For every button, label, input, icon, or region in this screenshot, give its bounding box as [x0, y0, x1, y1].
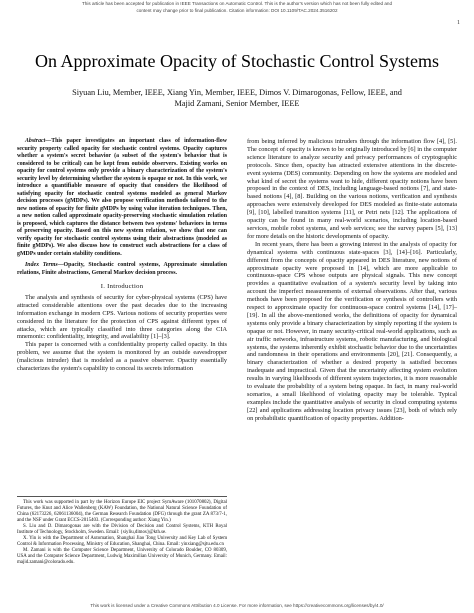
- section-heading-introduction: I. Introduction: [100, 283, 144, 290]
- page-number: 1: [457, 20, 460, 26]
- author-line-1: Siyuan Liu, Member, IEEE, Xiang Yin, Member, IEEE, Dimos V. Dimarogonas, Fellow, IEEE, and: [72, 88, 402, 97]
- footnote-affiliation-yin: X. Yin is with the Department of Automation, Shanghai Jiao Tong University and Key Lab of System Control & Information Processing, Ministry of Education, Shanghai, China. Email: yinxiang@sjtu.edu.cn: [17, 536, 227, 548]
- footnote-funding: This work was supported in part by the Horizon Europe EIC project SymAware (101070802), Digital Futures, the Knut and Alice Wallenberg (KAW) Foundation, the National Natural Science Foundation of China (62173226, 62061136004), the German Research Foundation (DFG) through the grant ZA 873/7-1, and the NSF under Grant ECCS-2015403. (Corresponding author: Xiang Yin.): [17, 500, 227, 524]
- footnotes: [17, 496, 227, 567]
- index-terms: [17, 262, 227, 277]
- publication-banner-line-2: content may change prior to final publication. Citation information: DOI 10.1109/TAC.2024.3516202: [136, 8, 338, 13]
- abstract-text: —This paper investigates an important class of information-flow security property called opacity for stochastic control systems. Opacity captures whether a system's secret behavior (a subset of the system's behavior that is considered to be critical) can be kept from outside observers. Existing works on opacity for control systems only provide a binary characterization of the system's security level by determining whether the system is opaque or not. In this work, we introduce a quantifiable measure of opacity that considers the likelihood of satisfying opacity for stochastic control systems modeled as general Markov decision processes (gMDPs). We also propose verification methods tailored to the new notions of opacity for finite gMDPs by using value iteration techniques. Then, a new notion called approximate opacity-preserving stochastic simulation relation is proposed, which captures the distance between two systems' behaviors in terms of preserving opacity. Based on this new system relation, we show that one can verify opacity for stochastic control systems using their abstractions (modeled as finite gMDPs). We also discuss how to construct such abstractions for a class of gMDPs under certain stability conditions.: [17, 138, 227, 257]
- publication-banner-line-1: This article has been accepted for publication in IEEE Transactions on Automatic Control. This is the author's version which has not been fully edited and: [81, 1, 393, 6]
- intro-paragraph-3: from being inferred by malicious intruders through the information flow [4], [5]. The concept of opacity is known to be originally introduced by [6] in the computer science literature to analyze security and privacy performances of cryptographic protocols. Since then, opacity has attracted extensive attentions in the discrete-event systems (DES) community. Depending on how the systems are modeled and what kind of secret the systems want to hide, different opacity notions have been proposed in the context of DES, including language-based notions [7], and state-based notions [4], [8]. Building on the various notions, verification and synthesis approaches were extensively developed for DES modeled as finite-state automata [9], [10], labelled transition systems [11], or Petri nets [12]. The applications of opacity can be found in many real-world scenarios, including location-based services, mobile robot systems, and web services; see the survey papers [5], [13] for more details on the historic developments of opacity.: [247, 138, 457, 240]
- abstract: [17, 138, 227, 258]
- footnote-affiliation-zamani: M. Zamani is with the Computer Science Department, University of Colorado Boulder, CO 80309, USA and the Computer Science Department, Ludwig Maximilian University of Munich, Germany. Email: majid.zamani@colorado.edu.: [17, 548, 227, 566]
- author-list: [30, 87, 444, 109]
- intro-paragraph-1: The analysis and synthesis of security for cyber-physical systems (CPS) have attracted considerable attentions over the past decades due to the increasing information exchange in modern CPS. Various notions of security properties were considered in the literature for the protection of CPS against different types of attacks, which are typically classified into three categories along the CIA mnemonic: confidentiality, integrity, and availability [1]–[3].: [17, 293, 227, 341]
- license-footer: This work is licensed under a Creative Commons Attribution 4.0 License. For more information, see https://creativecommons.org/licenses/by/4.0/: [90, 603, 384, 608]
- author-line-2: Majid Zamani, Senior Member, IEEE: [174, 99, 300, 108]
- right-column: [247, 138, 457, 423]
- paper-title: On Approximate Opacity of Stochastic Control Systems: [35, 51, 439, 72]
- abstract-lead: Abstract: [25, 138, 46, 144]
- index-terms-text: —Opacity, Stochastic control systems, Approximate simulation relations, Finite abstractions, General Markov decision process.: [17, 262, 227, 276]
- footnote-affiliation-liu-dimarogonas: S. Liu and D. Dimarogonas are with the Division of Decision and Control Systems, KTH Royal Institute of Technology, Stockholm, Sweden. Email: {siyliu,dimos}@kth.se.: [17, 524, 227, 536]
- intro-paragraph-4: In recent years, there has been a growing interest in the analysis of opacity for dynamical systems with continuous state-spaces [3], [14]–[16]. Particularly, different from the concepts of opacity appeared in DES literature, new notions of approximate opacity were proposed in [14], which are more applicable to continuous-space CPS whose outputs are physical signals. This new concept provides a quantitative evaluation of a system's security level by taking into account the imperfect measurements of external observations. After that, various methods have been proposed for the verification or synthesis of controllers with respect to approximate opacity for continuous-space control systems [14], [17]–[19]. In all the above-mentioned works, the definitions of opacity for dynamical systems only provide a binary characterization by simply reporting if the system is opaque or not. However, in many security-critical real-world applications, such as air traffic networks, infrastructure systems, robotic manufacturing, and biological systems, the systems inherently exhibit stochastic behavior due to the uncertainties and randomness in their operations and environments [20], [21]. Consequently, a binary characterization of whether a desired property is satisfied becomes inadequate and impractical. Given that the uncertainty affecting system evolution results in varying likelihoods of different system trajectories, it is more reasonable to evaluate the probability of a system being opaque. In fact, in many real-world scenarios, a small likelihood of violating opacity may be tolerable. Typical examples include the quantitative analysis of security in cloud computing systems [22] and applications addressing location privacy issues [23], both of which rely on probabilistic quantification of opacity properties. Addition-: [247, 240, 457, 422]
- intro-paragraph-2: This paper is concerned with a confidentiality property called opacity. In this problem, we assume that the system is monitored by an outside eavesdropper (malicious intruder) that is modeled as a passive observer. Opacity essentially characterizes the system's capability to conceal its secrets information: [17, 341, 227, 373]
- left-column: [17, 138, 227, 373]
- index-terms-lead: Index Terms: [25, 262, 58, 268]
